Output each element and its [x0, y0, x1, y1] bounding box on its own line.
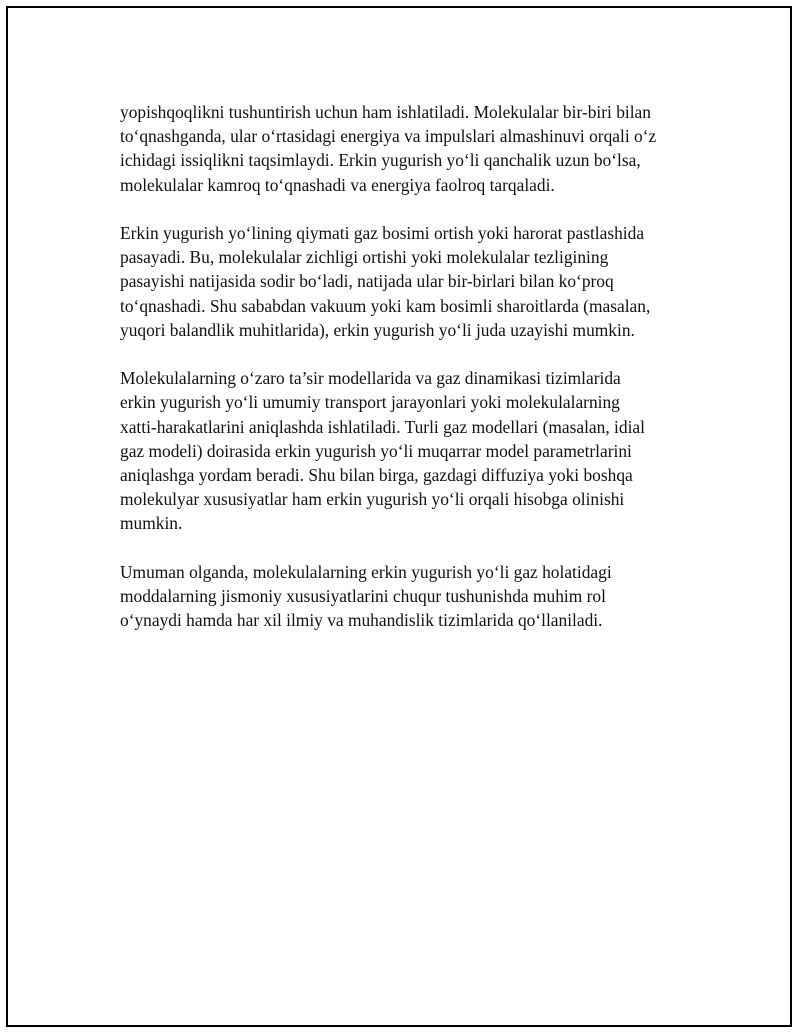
page-border-frame [6, 6, 792, 1027]
text-line: gaz modeli) doirasida erkin yugurish yo‘li muqarrar model parametrlarini [120, 440, 632, 461]
paragraph-1 [120, 100, 700, 197]
document-body [120, 100, 700, 657]
text-line: yopishqoqlikni tushuntirish uchun ham ishlatiladi. Molekulalar bir-biri bilan [120, 102, 651, 122]
text-line: Erkin yugurish yo‘lining qiymati gaz bosimi ortish yoki harorat pastlashida [120, 223, 645, 243]
text-line: to‘qnashganda, ular o‘rtasidagi energiya va impulslari almashinuvi orqali o‘z [120, 126, 657, 147]
text-line: moddalarning jismoniy xususiyatlarini chuqur tushunishda muhim rol [120, 586, 606, 607]
paragraph-4 [120, 560, 700, 633]
text-line: mumkin. [120, 513, 183, 534]
text-line: erkin yugurish yo‘li umumiy transport jarayonlari yoki molekulalarning [120, 392, 620, 413]
text-line: ichidagi issiqlikni taqsimlaydi. Erkin yugurish yo‘li qanchalik uzun bo‘lsa, [120, 150, 641, 171]
text-line: molekulyar xususiyatlar ham erkin yugurish yo‘li orqali hisobga olinishi [120, 489, 625, 510]
text-line: o‘ynaydi hamda har xil ilmiy va muhandislik tizimlarida qo‘llaniladi. [120, 610, 603, 631]
text-line: Umuman olganda, molekulalarning erkin yugurish yo‘li gaz holatidagi [120, 561, 612, 582]
text-line: pasayishi natijasida sodir bo‘ladi, natijada ular bir-birlari bilan ko‘proq [120, 271, 614, 292]
text-line: to‘qnashadi. Shu sababdan vakuum yoki kam bosimli sharoitlarda (masalan, [120, 295, 651, 316]
text-line: molekulalar kamroq to‘qnashadi va energiya faolroq tarqaladi. [120, 174, 555, 195]
text-line: yuqori balandlik muhitlarida), erkin yugurish yo‘li juda uzayishi mumkin. [120, 319, 635, 340]
paragraph-3 [120, 366, 700, 535]
text-line: xatti-harakatlarini aniqlashda ishlatiladi. Turli gaz modellari (masalan, idial [120, 416, 645, 437]
text-line: Molekulalarning o‘zaro ta’sir modellarida va gaz dinamikasi tizimlarida [120, 368, 621, 389]
text-line: pasayadi. Bu, molekulalar zichligi ortishi yoki molekulalar tezligining [120, 247, 609, 268]
paragraph-2 [120, 221, 700, 342]
text-line: aniqlashga yordam beradi. Shu bilan birga, gazdagi diffuziya yoki boshqa [120, 465, 633, 486]
